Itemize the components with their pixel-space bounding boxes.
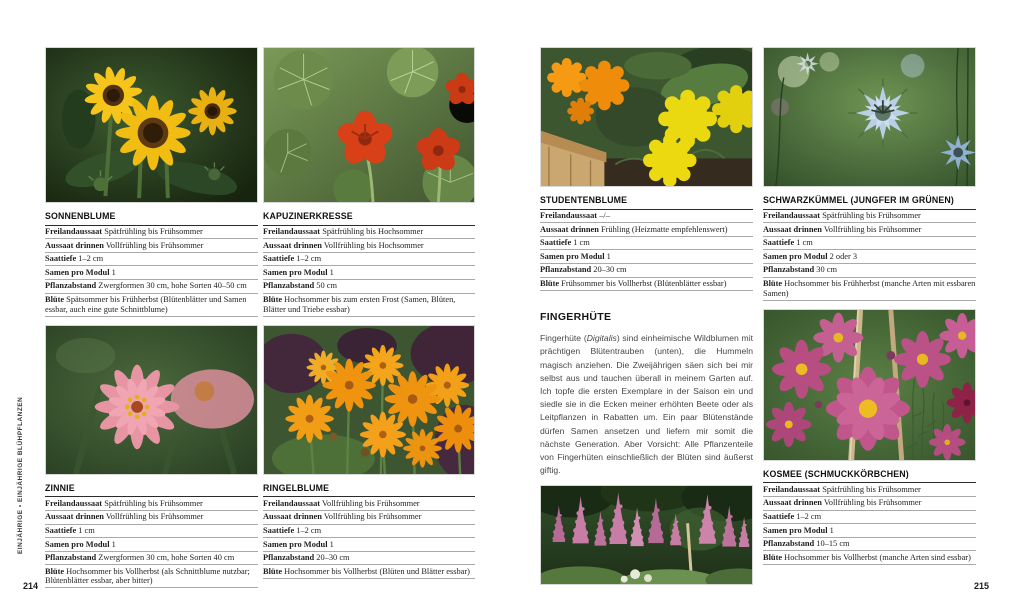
row-label: Pflanzabstand <box>45 281 97 291</box>
feature-text-latin: Digitalis <box>586 333 617 344</box>
table-row <box>263 538 475 552</box>
table-row <box>540 223 753 237</box>
row-label: Freilandaussaat <box>45 498 103 508</box>
table-row <box>763 250 976 264</box>
table-row <box>263 253 475 267</box>
plant-name-zinnie: ZINNIE <box>45 484 258 498</box>
table-row <box>763 538 976 552</box>
table-row <box>540 237 753 251</box>
row-label: Saattiefe <box>540 238 572 248</box>
row-value: Hochsommer bis Frühherbst (manche Arten mit essbaren Samen) <box>763 278 976 298</box>
row-value: Spätfrühling bis Hochsommer <box>322 227 424 237</box>
photo-kapuzinerkresse <box>263 47 475 203</box>
plant-table-schwarzkuemmel <box>763 210 976 301</box>
row-label: Saattiefe <box>763 238 795 248</box>
plant-name-ringelblume: RINGELBLUME <box>263 484 475 498</box>
plant-card-schwarzkuemmel <box>763 47 976 301</box>
photo-sonnenblume <box>45 47 258 203</box>
plant-card-sonnenblume <box>45 47 258 317</box>
row-label: Pflanzabstand <box>540 265 592 275</box>
plant-table-sonnenblume <box>45 226 258 317</box>
row-label: Freilandaussaat <box>540 211 598 221</box>
table-row <box>263 239 475 253</box>
plant-name-sonnenblume: SONNENBLUME <box>45 212 258 226</box>
feature-text-before: Fingerhüte ( <box>540 333 587 344</box>
row-label: Samen pro Modul <box>763 525 828 535</box>
table-row <box>763 210 976 224</box>
row-value: 1–2 cm <box>78 254 104 264</box>
plant-table-ringelblume <box>263 497 475 578</box>
plant-name-studentenblume: STUDENTENBLUME <box>540 196 753 210</box>
row-value: 30 cm <box>816 265 837 275</box>
table-row <box>763 237 976 251</box>
row-value: 1–2 cm <box>296 254 322 264</box>
row-label: Saattiefe <box>263 254 295 264</box>
row-value: 1–2 cm <box>796 511 822 521</box>
row-label: Pflanzabstand <box>763 265 815 275</box>
photo-ringelblume <box>263 325 475 475</box>
table-row <box>263 552 475 566</box>
row-value: Frühling (Heizmatte empfehlenswert) <box>600 224 728 234</box>
feature-fingerhuete <box>540 311 753 585</box>
table-row <box>263 497 475 511</box>
photo-fingerhuete <box>540 485 753 585</box>
row-value: Vollfrühling bis Frühsommer <box>105 240 204 250</box>
row-value: 1 <box>829 525 834 535</box>
row-label: Blüte <box>45 566 65 576</box>
row-label: Freilandaussaat <box>263 498 321 508</box>
row-label: Pflanzabstand <box>263 553 315 563</box>
row-label: Aussaat drinnen <box>763 498 822 508</box>
table-row <box>540 210 753 224</box>
row-label: Blüte <box>263 294 283 304</box>
table-row <box>540 278 753 292</box>
table-row <box>763 511 976 525</box>
table-row <box>45 294 258 317</box>
row-value: Spätfrühling bis Frühsommer <box>104 227 203 237</box>
photo-kosmee <box>763 309 976 461</box>
table-row <box>763 497 976 511</box>
row-label: Samen pro Modul <box>263 539 328 549</box>
row-value: Zwergformen 30 cm, hohe Sorten 40–50 cm <box>98 281 247 291</box>
table-row <box>263 565 475 579</box>
table-row <box>263 511 475 525</box>
plant-card-zinnie <box>45 325 258 589</box>
row-value: Hochsommer bis Vollherbst (Blüten und Blätter essbar) <box>284 566 470 576</box>
table-row <box>45 239 258 253</box>
row-value: Vollfrühling bis Frühsommer <box>823 498 922 508</box>
row-value: Vollfrühling bis Hochsommer <box>323 240 424 250</box>
row-value: 1 <box>111 539 116 549</box>
row-value: 1 cm <box>573 238 590 248</box>
row-label: Saattiefe <box>763 511 795 521</box>
table-row <box>763 278 976 301</box>
table-row <box>263 294 475 317</box>
row-label: Blüte <box>540 278 560 288</box>
row-value: 1 cm <box>796 238 813 248</box>
table-row <box>763 524 976 538</box>
table-row <box>45 552 258 566</box>
photo-schwarzkuemmel <box>763 47 976 187</box>
row-value: Vollfrühling bis Frühsommer <box>323 512 422 522</box>
feature-paragraph <box>540 332 753 477</box>
table-row <box>263 525 475 539</box>
row-label: Samen pro Modul <box>763 251 828 261</box>
row-value: Frühsommer bis Vollherbst (Blütenblätter essbar) <box>561 278 727 288</box>
plant-card-kosmee <box>763 309 976 565</box>
table-row <box>45 565 258 588</box>
row-value: 1 <box>329 267 334 277</box>
row-value: 1 <box>111 267 116 277</box>
photo-studentenblume <box>540 47 753 187</box>
table-row <box>540 264 753 278</box>
row-label: Pflanzabstand <box>263 281 315 291</box>
row-value: 1–2 cm <box>296 525 322 535</box>
row-value: 1 <box>606 251 611 261</box>
table-row <box>45 497 258 511</box>
plant-name-kapuzinerkresse: KAPUZINERKRESSE <box>263 212 475 226</box>
table-row <box>45 511 258 525</box>
table-row <box>763 264 976 278</box>
row-value: Vollfrühling bis Frühsommer <box>105 512 204 522</box>
feature-title: FINGERHÜTE <box>540 311 612 324</box>
row-label: Freilandaussaat <box>763 484 821 494</box>
row-value: 2 oder 3 <box>829 251 858 261</box>
plant-name-schwarzkuemmel: SCHWARZKÜMMEL (JUNGFER IM GRÜNEN) <box>763 196 976 210</box>
column-kapuzinerkresse-ringelblume <box>263 47 475 579</box>
column-schwarzkuemmel-kosmee <box>763 47 976 565</box>
table-row <box>763 223 976 237</box>
plant-table-kosmee <box>763 483 976 564</box>
row-label: Aussaat drinnen <box>263 240 322 250</box>
row-value: Spätfrühling bis Frühsommer <box>822 211 921 221</box>
row-label: Saattiefe <box>45 254 77 264</box>
row-value: 1 cm <box>78 525 95 535</box>
plant-table-zinnie <box>45 497 258 588</box>
row-value: Vollfrühling bis Frühsommer <box>322 498 420 508</box>
row-value: Spätsommer bis Frühherbst (Blütenblätter und Samen essbar, auch eine gute Schnittblume) <box>45 294 247 314</box>
table-row <box>45 525 258 539</box>
table-row <box>263 280 475 294</box>
row-value: 10–15 cm <box>816 539 850 549</box>
row-label: Saattiefe <box>45 525 77 535</box>
table-row <box>45 253 258 267</box>
page-number-left: 214 <box>23 581 39 591</box>
row-label: Aussaat drinnen <box>45 512 104 522</box>
plant-card-studentenblume <box>540 47 753 291</box>
row-value: Spätfrühling bis Frühsommer <box>822 484 921 494</box>
row-label: Freilandaussaat <box>763 211 821 221</box>
plant-card-kapuzinerkresse <box>263 47 475 317</box>
row-value: 20–30 cm <box>316 553 350 563</box>
row-label: Freilandaussaat <box>263 227 321 237</box>
column-studentenblume-fingerhuete <box>540 47 753 585</box>
row-value: 50 cm <box>316 281 337 291</box>
table-row <box>45 280 258 294</box>
row-value: Hochsommer bis zum ersten Frost (Samen, Blüten, Blätter und Triebe essbar) <box>263 294 456 314</box>
row-label: Aussaat drinnen <box>45 240 104 250</box>
column-sonnenblume-zinnie <box>45 47 258 588</box>
row-label: Saattiefe <box>263 525 295 535</box>
plant-table-kapuzinerkresse <box>263 226 475 317</box>
row-value: –/– <box>599 211 610 221</box>
row-label: Samen pro Modul <box>540 251 605 261</box>
row-value: 20–30 cm <box>593 265 627 275</box>
plant-card-ringelblume <box>263 325 475 579</box>
row-label: Blüte <box>45 294 65 304</box>
chapter-sidebar-label: EINJÄHRIGE • EINJÄHRIGE BLÜHPFLANZEN <box>17 396 24 554</box>
row-label: Aussaat drinnen <box>763 224 822 234</box>
row-value: 1 <box>329 539 334 549</box>
table-row <box>540 250 753 264</box>
row-value: Zwergformen 30 cm, hohe Sorten 40 cm <box>98 553 235 563</box>
table-row <box>45 266 258 280</box>
table-row <box>45 226 258 240</box>
row-label: Samen pro Modul <box>45 267 110 277</box>
row-label: Aussaat drinnen <box>540 224 599 234</box>
row-label: Aussaat drinnen <box>263 512 322 522</box>
row-label: Pflanzabstand <box>45 553 97 563</box>
table-row <box>763 483 976 497</box>
row-value: Hochsommer bis Vollherbst (manche Arten sind essbar) <box>784 552 971 562</box>
row-value: Vollfrühling bis Frühsommer <box>823 224 922 234</box>
page-number-right: 215 <box>973 581 989 591</box>
row-label: Blüte <box>263 566 283 576</box>
photo-zinnie <box>45 325 258 475</box>
table-row <box>263 266 475 280</box>
row-value: Spätfrühling bis Frühsommer <box>104 498 203 508</box>
row-label: Freilandaussaat <box>45 227 103 237</box>
row-label: Blüte <box>763 278 783 288</box>
table-row <box>763 551 976 565</box>
row-label: Samen pro Modul <box>263 267 328 277</box>
feature-text-after: ) sind einheimische Wildblumen mit prächtigen Blütentrauben (unten), die Hummeln magisch anziehen. Die Zweijährigen säen sich bei mir selbst aus und tauchen überall in meinem Garten auf. Ich topfe die ersten Exemplare in der Saison ein und siedle sie in die Ecken meiner erhöhten Beete oder als Leitpflanzen in Rabatten um. Ein paar Blütenstände dürfen Samen ansetzen und liefern mir somit die nächste Generation. Aber Vorsicht: Alle Pflanzenteile von Fingerhüten einschließlich der Blüten sind äußerst giftig. <box>540 333 753 476</box>
row-value: Hochsommer bis Vollherbst (als Schnittblume nutzbar; Blütenblätter essbar, aber bitter) <box>45 566 250 586</box>
plant-name-kosmee: KOSMEE (SCHMUCKKÖRBCHEN) <box>763 470 976 484</box>
row-label: Samen pro Modul <box>45 539 110 549</box>
table-row <box>45 538 258 552</box>
table-row <box>263 226 475 240</box>
row-label: Blüte <box>763 552 783 562</box>
row-label: Pflanzabstand <box>763 539 815 549</box>
plant-table-studentenblume <box>540 210 753 291</box>
